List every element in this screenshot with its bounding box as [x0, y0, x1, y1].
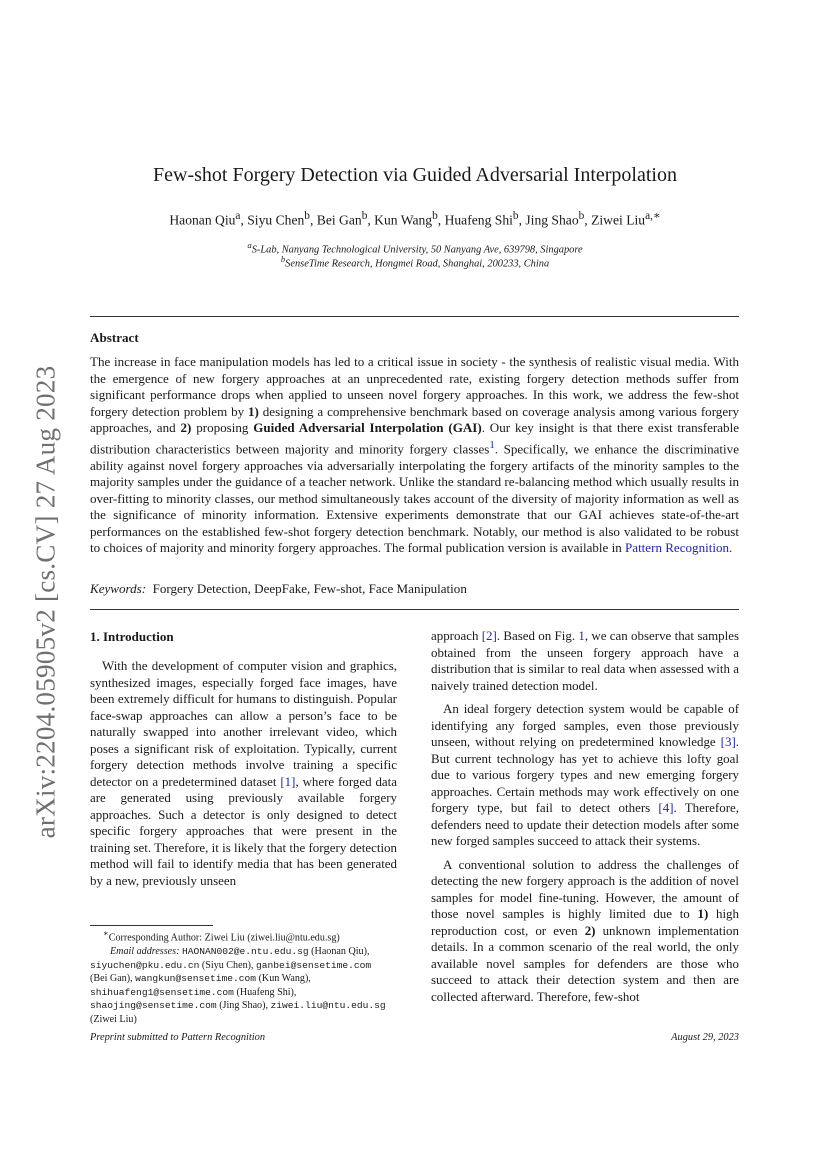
citation-link[interactable]: [2]: [481, 628, 497, 643]
keywords-text: Forgery Detection, DeepFake, Few-shot, Face Manipulation: [152, 581, 467, 596]
abstract-text: The increase in face manipulation models has led to a critical issue in society - the synthesis of realistic visual media. With the emergence of new forgery approaches at an unprecedented rate, existing forgery detection methods suffer from significant performance drops when applied to unseen novel forgery approaches. In this work, we address the few-shot forgery detection problem by 1) designing a comprehensive benchmark based on coverage analysis among various forgery approaches, and 2) proposing Guided Adversarial Interpolation (GAI). Our key insight is that there exist transferable distribution characteristics between majority and minority forgery classes$^1$. Specifically, we enhance the discriminative ability against novel forgery approaches via adversarially interpolating the forgery artifacts of the minority samples to the majority samples under the guidance of a teacher network. Unlike the standard re-balancing method which usually results in over-fitting to minority classes, our method simultaneously takes account of the diversity of majority information as well as the significance of minority information. Extensive experiments demonstrate that our GAI achieves state-of-the-art performances on the established few-shot forgery detection benchmark. Notably, our method is also validated to be robust to choices of majority and minority forgery approaches. The formal publication version is available in Pattern Recognition.: [90, 354, 739, 556]
author: Haonan Qiu: [169, 212, 236, 228]
email-link[interactable]: ganbei@sensetime.com: [256, 959, 372, 971]
affiliation-a: $^a$S-Lab, Nanyang Technological University, 50 Nanyang Ave, 639798, Singapore: [247, 240, 583, 256]
left-column: [90, 658, 397, 889]
footnote-marker[interactable]: 1: [489, 438, 495, 451]
email-link[interactable]: shaojing@sensetime.com: [90, 1000, 217, 1012]
footnote: ∗Corresponding Author: Ziwei Liu (ziwei.liu@ntu.edu.sg) Email addresses: HAONAN002@e.ntu.edu.sg (Haonan Qiu), siyuchen@pku.edu.cn (Siyu Chen), ganbei@sensetime.com (Bei Gan), wangkun@sensetime.com (Kun Wang), shihuafeng1@sensetime.com (Huafeng Shi), shaojing@sensetime.com (Jing Shao), ziwei.liu@ntu.edu.sg (Ziwei Liu): [90, 929, 386, 1025]
preprint-note: Preprint submitted to Pattern Recognition: [90, 1032, 266, 1043]
paragraph: approach [2]. Based on Fig. 1, we can observe that samples obtained from the unseen forgery approach have a distribution that is similar to real data when assessed with a naively trained detection model.: [431, 628, 739, 693]
author: Ziwei Liu: [591, 212, 646, 228]
email-link[interactable]: wangkun@sensetime.com: [135, 973, 257, 985]
paper-title: Few-shot Forgery Detection via Guided Adversarial Interpolation: [153, 164, 677, 186]
right-column: [431, 628, 739, 1005]
author: Jing Shao: [525, 212, 579, 228]
top-rule: [90, 316, 739, 317]
date-label: August 29, 2023: [671, 1032, 739, 1043]
pattern-recognition-link[interactable]: Pattern Recognition: [625, 540, 730, 556]
author: Siyu Chen: [247, 212, 305, 228]
paragraph: An ideal forgery detection system would be capable of identifying any forged samples, even those previously unseen, without relying on predetermined knowledge [3]. But current technology has yet to achieve this lofty goal due to various forgery types and new emerging forgery approaches. Certain methods may work effectively on one forgery type, but fail to detect others [4]. Therefore, defenders need to update their detection models after some new forged samples succeed to attack their systems.: [431, 701, 739, 848]
bottom-rule: [90, 609, 739, 610]
author-list: Haonan Qiu$^a$, Siyu Chen$^b$, Bei Gan$^b$, Kun Wang$^b$, Huafeng Shi$^b$, Jing Shao$^b$, Ziwei Liu$^{a,∗}$: [169, 210, 661, 228]
keywords-label: Keywords:: [90, 581, 147, 596]
paragraph: With the development of computer vision and graphics, synthesized images, especially forged face images, have been extremely difficult for humans to distinguish. Popular face-swap approaches can allow a person’s face to be naturally swapped into another irrelevant video, which poses a significant risk of exploitation. Typically, current forgery detection methods involve training a specific detector on a predetermined dataset [1], where forged data are generated using previously available forgery approaches. Such a detector is only designed to detect specific forgery approaches that were present in the training set. Therefore, it is likely that the forgery detection method will fail to identify media that has been generated by a new, previously unseen: [90, 658, 397, 888]
email-link[interactable]: HAONAN002@e.ntu.edu.sg: [181, 945, 309, 957]
arxiv-identifier: arXiv:2204.05905v2 [cs.CV] 27 Aug 2023: [30, 365, 61, 839]
author: Huafeng Shi: [444, 212, 513, 228]
email-link[interactable]: shihuafeng1@sensetime.com: [90, 986, 234, 998]
citation-link[interactable]: [3]: [720, 734, 736, 749]
arxiv-sidebar: [25, 357, 67, 847]
section-heading-introduction: 1. Introduction: [90, 629, 174, 644]
author: Kun Wang: [374, 212, 433, 228]
corresponding-author: Corresponding Author: Ziwei Liu (ziwei.liu@ntu.edu.sg): [108, 932, 340, 944]
affiliation-b: $^b$SenseTime Research, Hongmei Road, Shanghai, 200233, China: [280, 254, 550, 270]
paragraph: A conventional solution to address the challenges of detecting the new forgery approach is the addition of novel samples for model fine-tuning. However, the amount of those novel samples is highly limited due to 1) high reproduction cost, or even 2) unknown implementation details. In a common scenario of the real world, the only available novel samples for defenders are those who succeed to attack their detection system and then are collected afterward. Therefore, few-shot: [431, 856, 739, 1004]
abstract-heading: Abstract: [90, 330, 139, 345]
footnote-rule: [90, 925, 213, 926]
email-link[interactable]: ziwei.liu@ntu.edu.sg: [270, 1000, 386, 1012]
author: Bei Gan: [316, 212, 362, 228]
citation-link[interactable]: [4]: [658, 800, 674, 815]
figure-link[interactable]: 1: [578, 628, 585, 643]
keywords: [90, 581, 467, 597]
email-link[interactable]: siyuchen@pku.edu.cn: [90, 959, 200, 971]
citation-link[interactable]: [1]: [280, 773, 296, 789]
